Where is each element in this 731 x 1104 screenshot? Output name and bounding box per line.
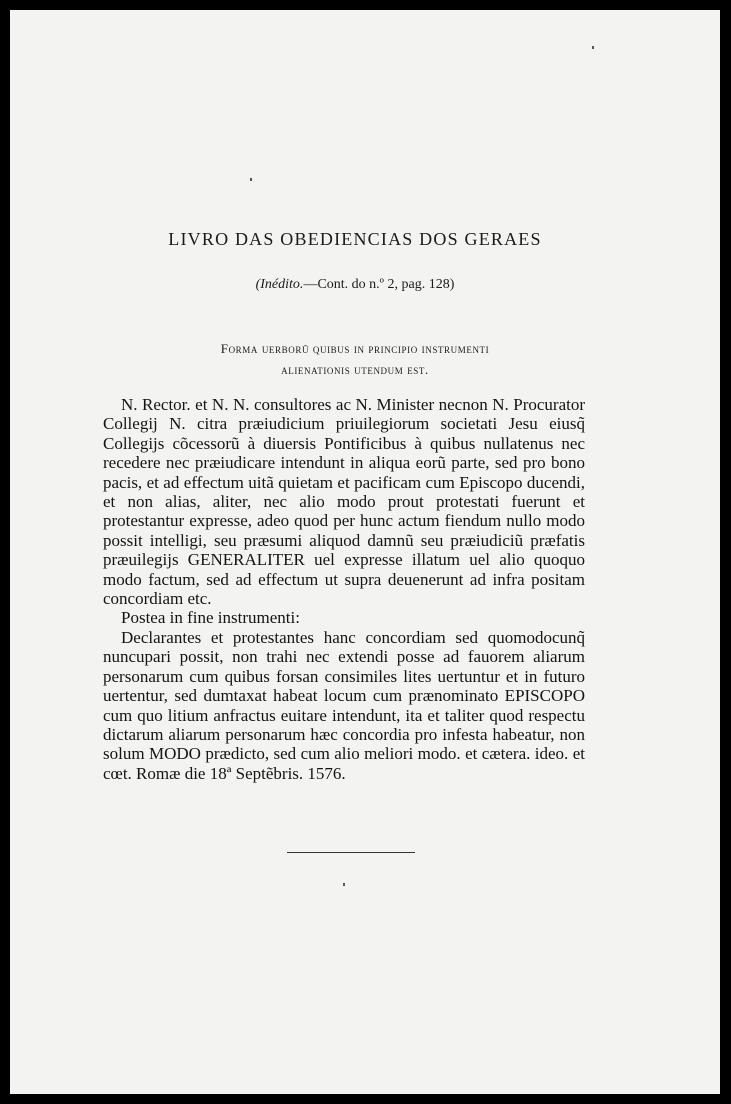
paper-speck [343, 883, 345, 886]
closing-rule [287, 852, 415, 853]
section-title-line-2: alienationis utendum est. [281, 362, 429, 377]
paragraph-1: N. Rector. et N. N. consultores ac N. Minister necnon N. Procurator Collegij N. citra præiudicium priuilegiorum societati Jesu eiusq̃ Collegijs cõcessorũ à diuersis Pontificibus à quibus nullatenus nec recedere nec præiudicare intendunt in aliqua eorũ parte, sed pro bono pacis, et ad effectum uitã quietam et pacificam cum Episcopo ducendi, et non alias, aliter, nec alio modo prout protestati fuerunt et protestantur expresse, adeo quod per hunc actum fiendum nullo modo possit intelligi, seu præsumi aliquod damnũ seu præiudiciũ præfatis præuilegijs GENERALITER uel expresse illatum uel alio quoquo modo factum, sed ad effectum ut supra deuenerunt ad infra positam concordiam etc. [103, 395, 585, 609]
section-title [10, 338, 700, 380]
section-title-line-1: Forma uerborũ quibus in principio instrumenti [220, 341, 490, 356]
paragraph-3: Declarantes et protestantes hanc concordiam sed quomodocunq̃ nuncupari possit, non trahi nec extendi posse ad fauorem aliarum personarum cum quibus forsan consimiles lites uertuntur et in futuro uertentur, sed dumtaxat habeat locum cum prænominato EPISCOPO cum quo litium anfractus euitare intendunt, ita et taliter quod respectu dictarum aliarum personarum hæc concordia pro infesta habeatur, non solum MODO prædicto, sed cum alio meliori modo. et cætera. ideo. et cœt. Romæ die 18ª Septẽbris. 1576. [103, 627, 585, 783]
paper-speck [250, 178, 252, 181]
page-title: LIVRO DAS OBEDIENCIAS DOS GERAES [168, 229, 542, 249]
subtitle-rest: —Cont. do n.º 2, pag. 128) [303, 277, 455, 292]
document-page [10, 10, 720, 1094]
page-subtitle [10, 277, 700, 293]
paragraph-2: Postea in fine instrumenti: [121, 608, 300, 628]
subtitle-italic: (Inédito. [255, 277, 304, 292]
body-text [103, 395, 585, 783]
paper-speck [592, 46, 594, 49]
